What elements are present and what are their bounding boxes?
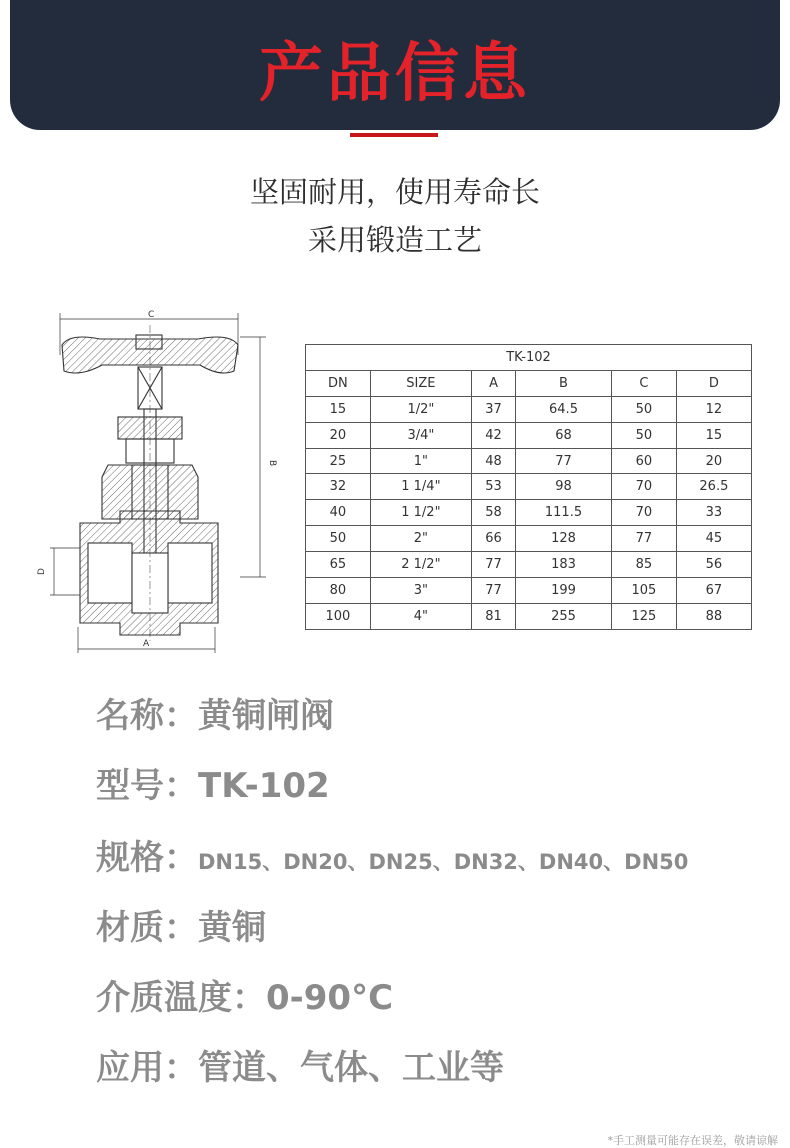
table-row bbox=[306, 500, 752, 526]
table-cell: 125 bbox=[611, 603, 676, 629]
table-row bbox=[306, 422, 752, 448]
table-cell: 183 bbox=[516, 552, 612, 578]
info-model bbox=[96, 764, 330, 808]
table-cell: 111.5 bbox=[516, 500, 612, 526]
info-material bbox=[96, 906, 266, 950]
table-cell: 56 bbox=[676, 552, 751, 578]
table-cell: 70 bbox=[611, 474, 676, 500]
info-spec-label: 规格： bbox=[96, 838, 198, 878]
spec-table-title: TK-102 bbox=[306, 345, 752, 371]
table-row bbox=[306, 603, 752, 629]
col-header: A bbox=[472, 370, 516, 396]
table-row bbox=[306, 396, 752, 422]
dimension-label-a: A bbox=[143, 639, 150, 649]
table-cell: 1 1/4" bbox=[370, 474, 471, 500]
table-cell: 100 bbox=[306, 603, 371, 629]
info-spec bbox=[96, 836, 688, 884]
table-cell: 128 bbox=[516, 526, 612, 552]
table-cell: 88 bbox=[676, 603, 751, 629]
table-cell: 26.5 bbox=[676, 474, 751, 500]
table-cell: 4" bbox=[370, 603, 471, 629]
spec-table bbox=[305, 344, 752, 630]
table-cell: 77 bbox=[611, 526, 676, 552]
slogan-line-2: 采用锻造工艺 bbox=[307, 223, 482, 257]
info-material-value: 黄铜 bbox=[198, 908, 266, 948]
table-cell: 32 bbox=[306, 474, 371, 500]
info-model-label: 型号： bbox=[96, 766, 198, 806]
table-cell: 81 bbox=[472, 603, 516, 629]
table-cell: 70 bbox=[611, 500, 676, 526]
table-cell: 42 bbox=[472, 422, 516, 448]
table-cell: 20 bbox=[676, 448, 751, 474]
footnote: *手工测量可能存在误差，敬请谅解 bbox=[607, 1134, 778, 1147]
table-cell: 50 bbox=[306, 526, 371, 552]
table-row bbox=[306, 448, 752, 474]
table-cell: 33 bbox=[676, 500, 751, 526]
table-cell: 2" bbox=[370, 526, 471, 552]
table-cell: 1/2" bbox=[370, 396, 471, 422]
table-cell: 65 bbox=[306, 552, 371, 578]
info-name-value: 黄铜闸阀 bbox=[198, 696, 334, 736]
table-cell: 1" bbox=[370, 448, 471, 474]
info-temperature bbox=[96, 976, 393, 1020]
table-cell: 85 bbox=[611, 552, 676, 578]
title-underline bbox=[350, 133, 438, 137]
table-cell: 12 bbox=[676, 396, 751, 422]
info-material-label: 材质： bbox=[96, 908, 198, 948]
table-row bbox=[306, 552, 752, 578]
col-header: D bbox=[676, 370, 751, 396]
dimension-label-c: C bbox=[148, 310, 155, 320]
spec-table-header bbox=[306, 370, 752, 396]
table-cell: 64.5 bbox=[516, 396, 612, 422]
col-header: B bbox=[516, 370, 612, 396]
table-cell: 40 bbox=[306, 500, 371, 526]
valve-technical-drawing bbox=[37, 305, 285, 655]
dimension-label-b: B bbox=[267, 460, 277, 467]
table-cell: 53 bbox=[472, 474, 516, 500]
table-cell: 15 bbox=[676, 422, 751, 448]
table-cell: 98 bbox=[516, 474, 612, 500]
page-title: 产品信息 bbox=[259, 37, 531, 111]
table-cell: 67 bbox=[676, 578, 751, 604]
info-name-label: 名称： bbox=[96, 696, 198, 736]
table-cell: 105 bbox=[611, 578, 676, 604]
info-usage bbox=[96, 1046, 504, 1090]
table-cell: 199 bbox=[516, 578, 612, 604]
table-cell: 20 bbox=[306, 422, 371, 448]
table-row bbox=[306, 474, 752, 500]
table-cell: 3/4" bbox=[370, 422, 471, 448]
table-cell: 50 bbox=[611, 396, 676, 422]
table-cell: 1 1/2" bbox=[370, 500, 471, 526]
table-cell: 50 bbox=[611, 422, 676, 448]
table-row bbox=[306, 578, 752, 604]
table-cell: 45 bbox=[676, 526, 751, 552]
table-cell: 60 bbox=[611, 448, 676, 474]
info-usage-value: 管道、气体、工业等 bbox=[198, 1048, 504, 1088]
info-temp-label: 介质温度： bbox=[96, 978, 266, 1018]
info-spec-value: DN15、DN20、DN25、DN32、DN40、DN50 bbox=[198, 850, 689, 874]
table-cell: 77 bbox=[472, 578, 516, 604]
table-cell: 66 bbox=[472, 526, 516, 552]
dimension-label-d: D bbox=[37, 568, 47, 575]
table-cell: 3" bbox=[370, 578, 471, 604]
table-row bbox=[306, 526, 752, 552]
table-cell: 77 bbox=[516, 448, 612, 474]
table-cell: 48 bbox=[472, 448, 516, 474]
info-model-value: TK-102 bbox=[198, 766, 330, 806]
col-header: C bbox=[611, 370, 676, 396]
table-cell: 2 1/2" bbox=[370, 552, 471, 578]
table-cell: 58 bbox=[472, 500, 516, 526]
info-usage-label: 应用： bbox=[96, 1048, 198, 1088]
table-cell: 25 bbox=[306, 448, 371, 474]
slogan-line-1: 坚固耐用，使用寿命长 bbox=[249, 175, 540, 209]
table-cell: 77 bbox=[472, 552, 516, 578]
info-temp-value: 0-90°C bbox=[266, 978, 394, 1018]
col-header: SIZE bbox=[370, 370, 471, 396]
info-name bbox=[96, 694, 334, 738]
table-cell: 80 bbox=[306, 578, 371, 604]
table-cell: 68 bbox=[516, 422, 612, 448]
table-cell: 255 bbox=[516, 603, 612, 629]
col-header: DN bbox=[306, 370, 371, 396]
table-cell: 37 bbox=[472, 396, 516, 422]
table-cell: 15 bbox=[306, 396, 371, 422]
